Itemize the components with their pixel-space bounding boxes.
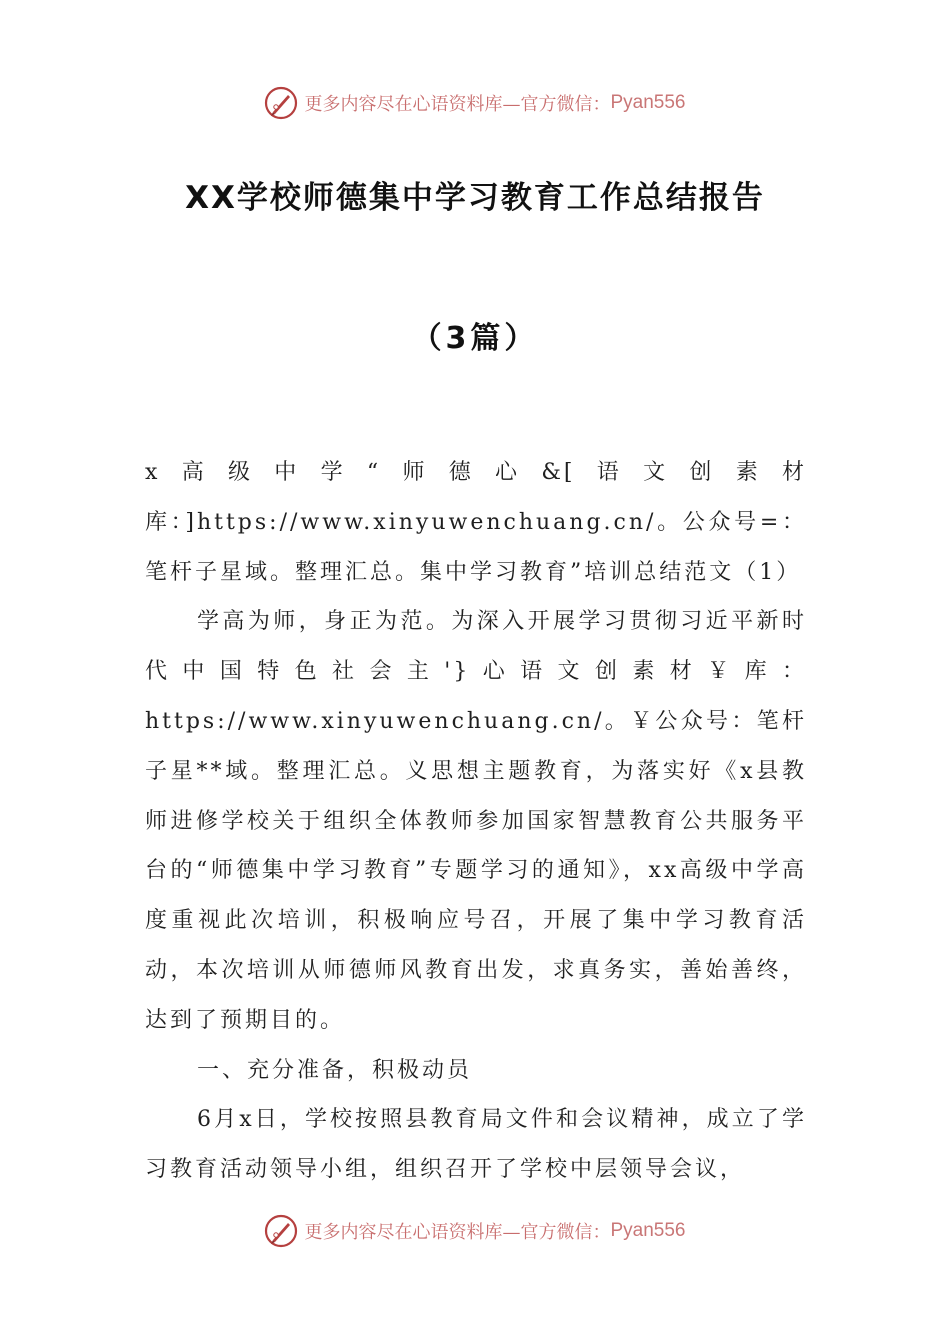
header-wechat-id: Pyan556	[610, 92, 686, 113]
section-heading: 一、充分准备，积极动员	[197, 1057, 473, 1083]
footer-banner-text: 更多内容尽在心语资料库—官方微信：	[304, 1222, 611, 1243]
document-title: XX学校师德集中学习教育工作总结报告	[185, 180, 765, 216]
header-banner-text: 更多内容尽在心语资料库—官方微信：	[304, 94, 611, 115]
footer-wechat-id: Pyan556	[610, 1220, 686, 1241]
footer-watermark-banner	[0, 1211, 950, 1251]
document-subtitle: （3篇）	[411, 321, 539, 356]
quill-logo-icon	[264, 86, 298, 120]
quill-logo-icon	[264, 1214, 298, 1248]
paragraph-main: 学高为师，身正为范。为深入开展学习贯彻习近平新时代中国特色社会主'}心语文创素材￥库：https://www.xinyuwenchuang.cn/。￥公众号：笔杆子星**域。整理汇总。义思想主题教育，为落实好《x县教师进修学校关于组织全体教师参加国家智慧教育公共服务平台的“师德集中学习教育”专题学习的通知》，xx高级中学高度重视此次培训，积极响应号召，开展了集中学习教育活动，本次培训从师德师风教育出发，求真务实，善始善终，达到了预期目的。	[145, 609, 807, 1033]
paragraph-section-one: 6月x日，学校按照县教育局文件和会议精神，成立了学习教育活动领导小组，组织召开了学校中层领导会议，	[145, 1107, 807, 1183]
header-watermark-banner	[0, 83, 950, 123]
document-body	[145, 448, 807, 1195]
paragraph-intro: x高级中学“师德心&[语文创素材库：]https://www.xinyuwenchuang.cn/。公众号=：笔杆子星域。整理汇总。集中学习教育”培训总结范文（1）	[145, 460, 807, 585]
